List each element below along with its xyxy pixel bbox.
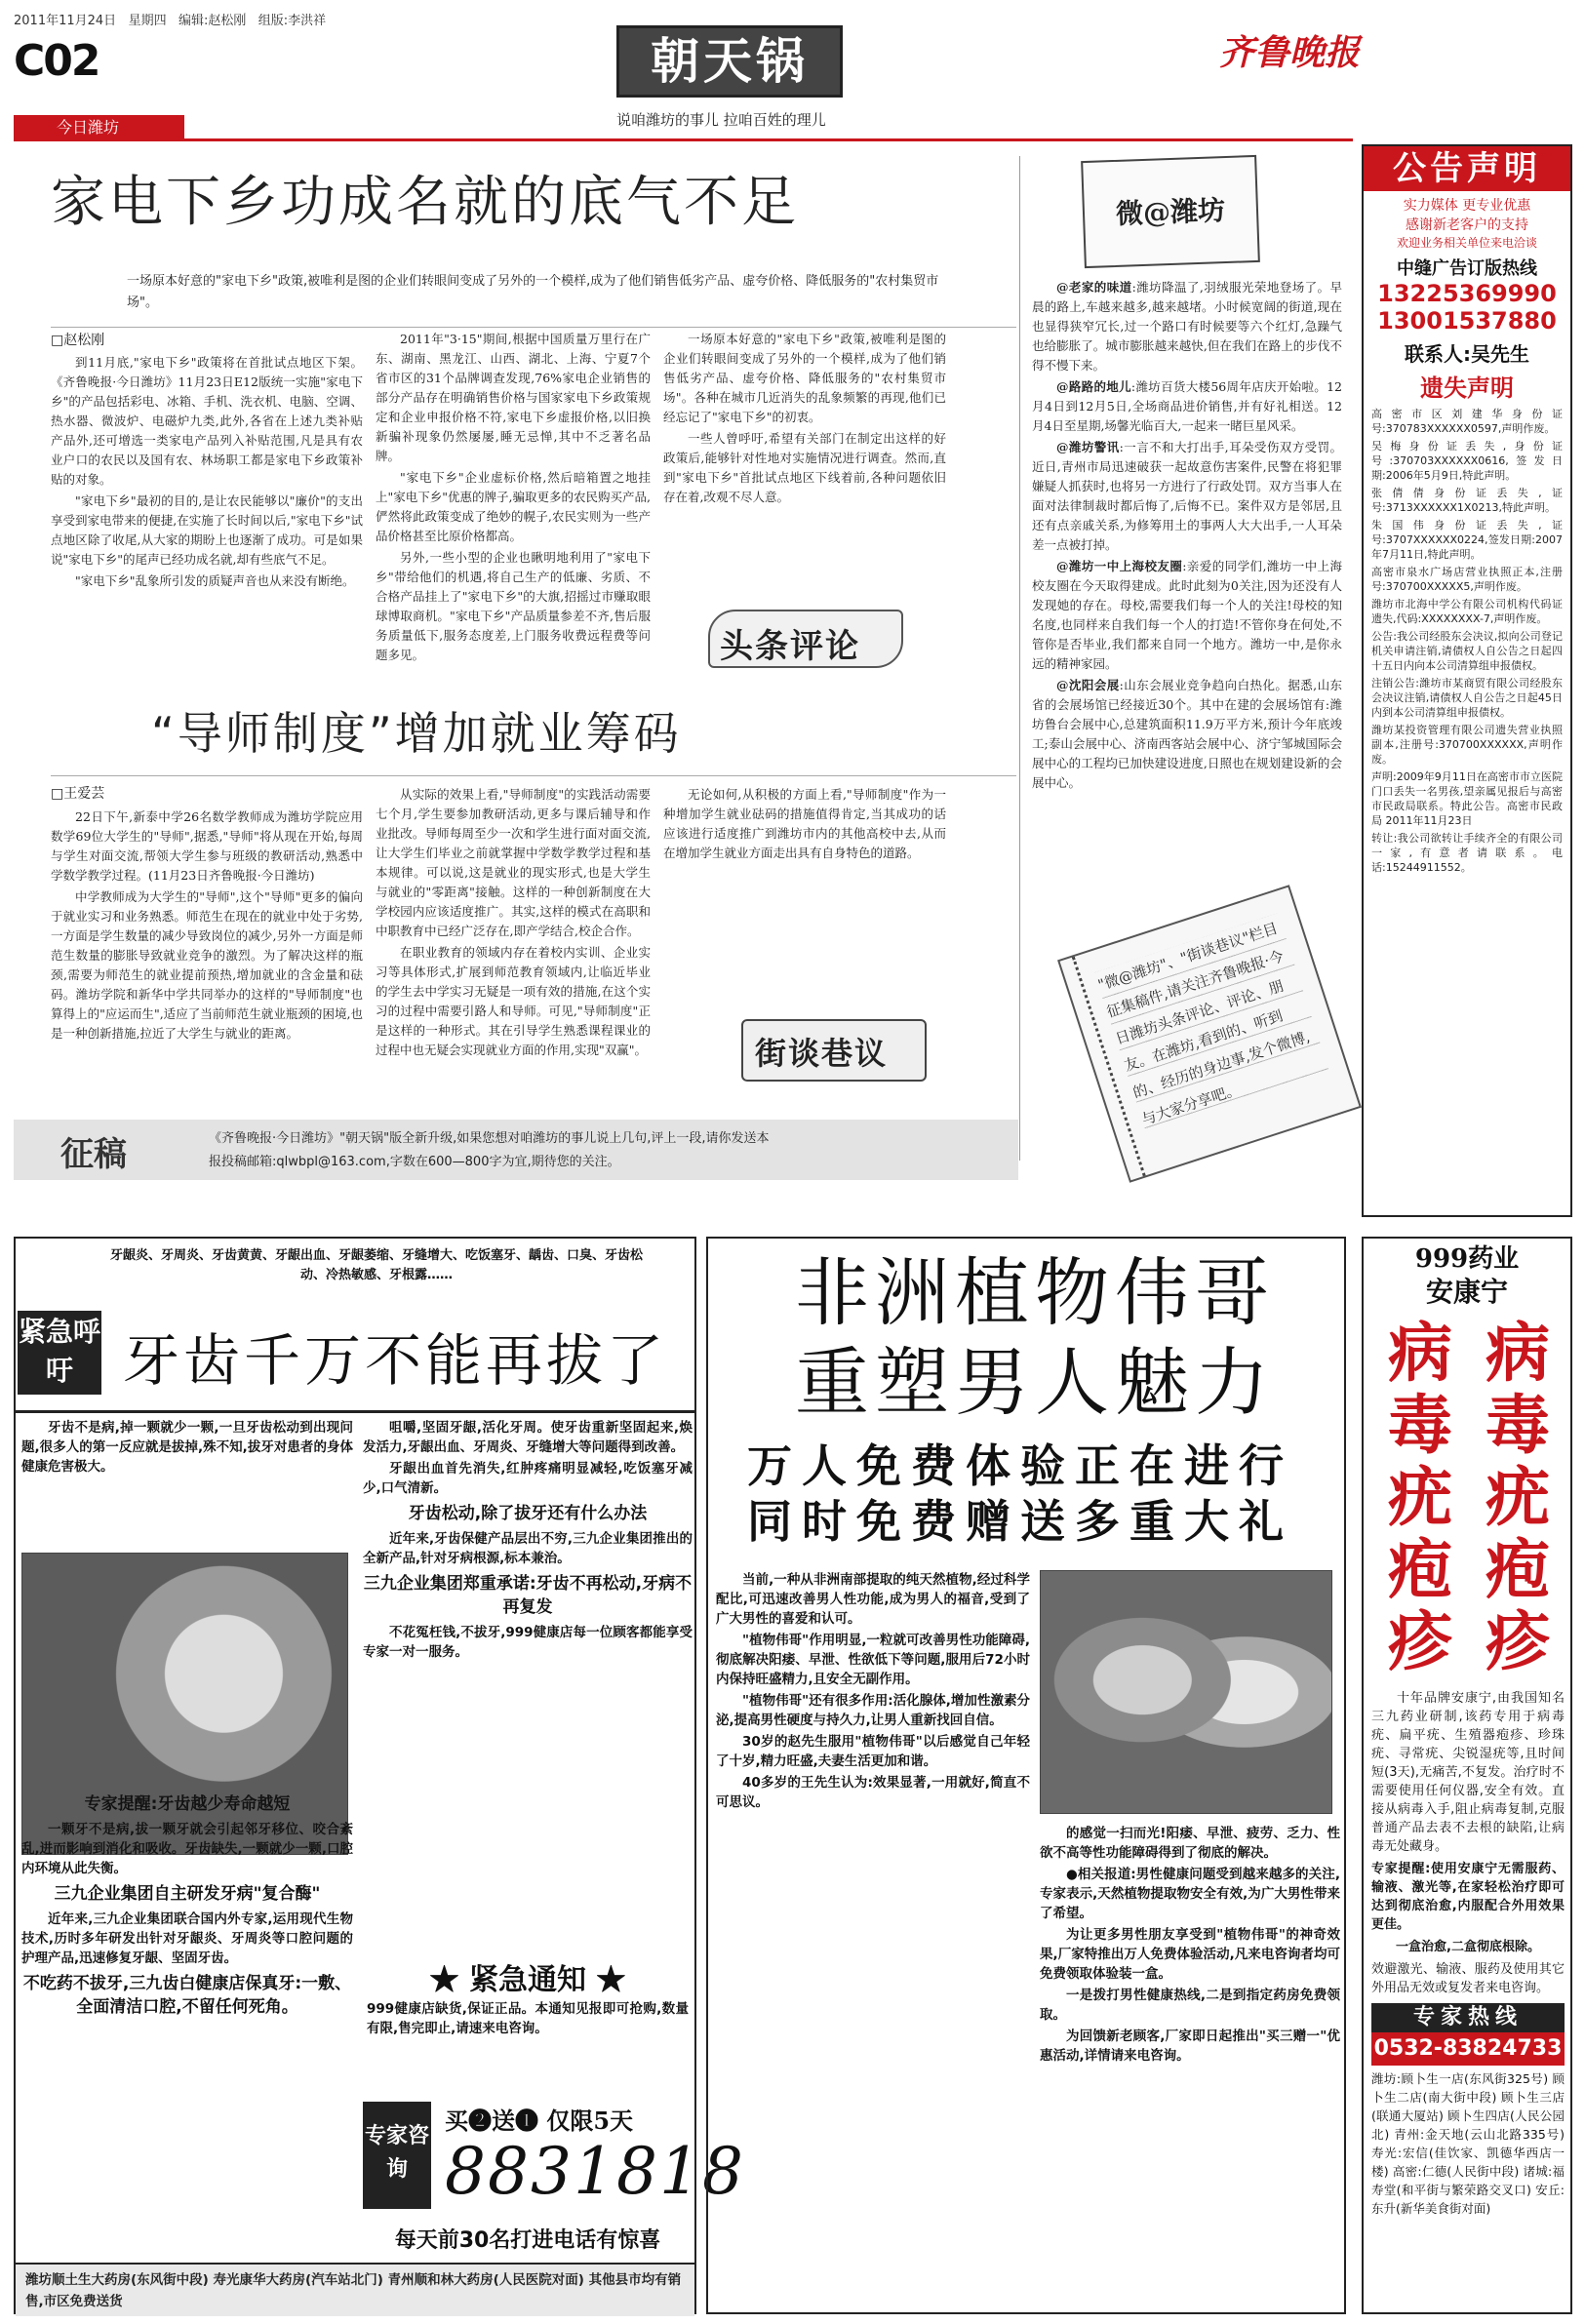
ad-teeth-rule <box>16 1410 694 1413</box>
column-divider <box>1019 156 1020 1161</box>
article1-col1 <box>51 353 363 670</box>
article2-col3 <box>663 785 946 1029</box>
editor: 编辑:赵松刚 <box>178 14 247 28</box>
ad-plant-title1: 非洲植物伟哥 <box>795 1249 1275 1336</box>
ad-plant-sub1: 万人免费体验正在进行 <box>747 1439 1293 1492</box>
weibo-author: @潍坊一中上海校友圈 <box>1056 559 1183 573</box>
notice-phone2[interactable]: 13001537880 <box>1377 307 1557 335</box>
weekday: 星期四 <box>128 14 167 28</box>
big-char: 病 <box>1486 1315 1550 1391</box>
ad-999-extra: 效避激光、输液、服药及使用其它外用品无效或复发者来电咨询。 <box>1371 1962 1565 1995</box>
big-char: 疣 <box>1486 1459 1550 1535</box>
ad-999-product: 安康宁 <box>1425 1276 1508 1308</box>
weibo-post: @潍坊警讯:一言不和大打出手,耳朵受伤双方受罚。近日,青州市局迅速破获一起故意伤害案件,民警在将犯罪嫌疑人抓获时,也将另一方进行了行政处罚。双方当事人在面对法律制裁时都后悔了,后悔不已。案件双方是邻居,且还有点亲戚关系,为修筹用土的事两人大大出手,一人耳朵差一点被打掉。 <box>1032 440 1342 552</box>
big-char: 毒 <box>1388 1387 1452 1463</box>
ad-teeth-title: 牙齿千万不能再拔了 <box>123 1327 668 1394</box>
big-char-column <box>1388 1317 1452 1677</box>
notice-item: 注销公告:潍坊市某商贸有限公司经股东会决议注销,请债权人自公告之日起45日内到本公司清算组申报债权。 <box>1371 677 1563 719</box>
article1-para: 到11月底,"家电下乡"政策将在首批试点地区下架。《齐鲁晚报·今日潍坊》11月23日E12版统一实施"家电下乡"的产品包括彩电、冰箱、手机、洗衣机、电脑、空调、热水器、微波炉、电磁炉九类,此外,各省在上述九类补贴产品外,还可增选一类家电产品列入补贴范围,凡是具有农业户口的农民以及国有农、林场职工都是家电下乡政策补贴的对象。 <box>51 355 363 487</box>
notice-contact: 联系人:吴先生 <box>1405 342 1529 366</box>
ad-teeth-text: 近年来,牙齿保健产品层出不穷,三九企业集团推出的全新产品,针对牙病根源,标本兼治。 <box>363 1531 693 1566</box>
article1-lead: 一场原本好意的"家电下乡"政策,被唯利是图的企业们转眼间变成了另外的一个模样,成为了他们销售低劣产品、虚夸价格、降低服务的"农村集贸市场"。 <box>127 274 939 310</box>
paper-logo: 齐鲁晚报 <box>1219 32 1361 73</box>
ad-teeth-text: 牙齿不是病,掉一颗就少一颗,一旦牙齿松动到出现问题,很多人的第一反应就是拔掉,殊不知,拔牙对患者的身体健康危害极大。 <box>21 1420 353 1475</box>
article2-para: 从实际的效果上看,"导师制度"的实践活动需要七个月,学生要参加教研活动,更多与课后辅导和作业批改。导师每周至少一次和学生进行面对面交流,让大学生们毕业之前就掌握中学数学教学过程和基本规律。可以说,这是就业的现实形式,也是大学生与就业的"零距离"接触。这样的一种创新制度在大学校园内应该适度推广。其实,这样的模式在高职和中职教育中已经广泛存在,即产学结合,校企合作。 <box>376 787 651 938</box>
article1-para: 一场原本好意的"家电下乡"政策,被唯利是图的企业们转眼间变成了另外的一个模样,成为了他们销售低劣产品、虚夸价格、降低服务的"农村集贸市场"。各种在城市几近消失的乱象频繁的再现,他们已经忘记了"家电下乡"的初衷。 <box>663 332 946 424</box>
ad-teeth-phone[interactable]: 8831818 <box>445 2134 745 2209</box>
ad-plant-sub2: 同时免费赠送多重大礼 <box>747 1495 1293 1548</box>
notice-item: 潍坊市北海中学公有限公司机构代码证遗失,代码:XXXXXXXX-7,声明作废。 <box>1371 598 1563 625</box>
column-title: 朝天锅 <box>651 32 809 90</box>
couple-photo <box>1040 1570 1332 1814</box>
page-number: C02 <box>14 36 99 86</box>
lead-rule <box>51 327 1016 328</box>
notice-line3: 欢迎业务相关单位来电洽谈 <box>1396 236 1537 250</box>
ad-plant-text: 一是拨打男性健康热线,二是到指定药房免费领取。 <box>1040 1988 1340 2023</box>
big-char: 疹 <box>1486 1603 1550 1679</box>
call-for-papers <box>14 1120 1018 1180</box>
weibo-author: @沈阳会展 <box>1056 678 1120 692</box>
article1-para: "家电下乡"企业虚标价格,然后暗箱置之地挂上"家电下乡"优惠的牌子,骗取更多的农民购买产品,俨然将此政策变成了绝妙的幌子,农民实则为一些产品价格甚至比原价格都高。 <box>376 470 651 543</box>
ad-plant-title2: 重塑男人魅力 <box>795 1339 1275 1426</box>
column-slogan: 说咱潍坊的事儿 拉咱百姓的理儿 <box>616 111 826 129</box>
ad-teeth-text: 咀嚼,坚固牙龈,活化牙周。使牙齿重新坚固起来,焕发活力,牙龈出血、牙周炎、牙缝增大等问题得到改善。 <box>363 1420 693 1455</box>
article2-title: “导师制度”增加就业筹码 <box>151 707 682 760</box>
weibo-post: @路路的地儿:潍坊百货大楼56周年店庆开始啦。12月4日到12月5日,全场商品进价销售,并有好礼相送。12月4日至星期,场馨光临百大,一起来一睹巨星风采。 <box>1032 379 1342 433</box>
ad-999-brand: 999药业 <box>1414 1244 1520 1274</box>
ad-plant-text: 30岁的赵先生服用"植物伟哥"以后感觉自己年轻了十岁,精力旺盛,夫妻生活更加和谐。 <box>716 1734 1030 1769</box>
ad-999-expert: 专家提醒:使用安康宁无需服药、输液、激光等,在家轻松治疗即可达到彻底治愈,内服配合外用效果更佳。 <box>1371 1862 1565 1932</box>
buy-offer: 买❷送❶ 仅限5天 <box>445 2107 634 2135</box>
notice-title: 公告声明 <box>1364 146 1570 191</box>
column-masthead <box>616 25 843 98</box>
big-char: 疹 <box>1388 1603 1452 1679</box>
urgent-badge <box>18 1311 101 1395</box>
ad-999-hotline[interactable]: 0532-83824733 <box>1371 2032 1565 2066</box>
notice-item: 转让:我公司欲转让手续齐全的有限公司一家,有意者请联系。电话:15244911552。 <box>1371 832 1563 874</box>
ad-teeth-shops: 潍坊顺土生大药房(东风街中段) 寿光康华大药房(汽车站北门) 青州顺和林大药房(人民医院对面) 其他县市均有销售,市区免费送货 <box>16 2263 694 2316</box>
notice-column <box>1362 144 1572 1217</box>
consult-label: 专家咨询 <box>364 2123 429 2182</box>
ad-teeth-text: 牙龈出血首先消失,红肿疼痛明显减轻,吃饭塞牙减少,口气清新。 <box>363 1461 693 1496</box>
ad-999-big-chars <box>1371 1317 1566 1677</box>
ad-teeth-text: 近年来,三九企业集团联合国内外专家,运用现代生物技术,历时多年研发出针对牙龈炎、牙周炎等口腔问题的护理产品,迅速修复牙龈、坚固牙齿。 <box>21 1911 353 1966</box>
weibo-text: 一言不和大打出手,耳朵受伤双方受罚。近日,青州市局迅速破获一起故意伤害案件,民警在将犯罪嫌疑人抓获时,也将另一方进行了行政处罚。双方当事人在面对法律制裁时都后悔了,后悔不已。案件双方是邻居,且还有点亲戚关系,为修筹用土的事两人大大出手,一人耳朵差一点被打掉。 <box>1032 440 1342 552</box>
notice-item: 潍坊某投资管理有限公司遗失营业执照副本,注册号:370700XXXXXX,声明作废。 <box>1371 724 1563 766</box>
notice-item: 吴梅身份证丢失,身份证号:370703XXXXXX0616,签发日期:2006年5月9日,特此声明。 <box>1371 440 1563 482</box>
article1-para: "家电下乡"最初的目的,是让农民能够以"廉价"的支出享受到家电带来的便捷,在实施了长时间以后,"家电下乡"试点地区除了收尾,从大家的期盼上也逐渐了成功。可是如果说"家电下乡"的尾声已经功成名就,却有些底气不足。 <box>51 493 363 567</box>
notice-line2: 感谢新老客户的支持 <box>1406 217 1528 233</box>
notice-item: 朱国伟身份证丢失,证号:3707XXXXXX0224,签发日期:2007年7月11日,特此声明。 <box>1371 519 1563 561</box>
ad-teeth-text: 不花冤枉钱,不拔牙,999健康店每一位顾客都能享受专家一对一服务。 <box>363 1625 693 1660</box>
ad-plant-col1 <box>716 1570 1030 2306</box>
ad-plant-text: 40多岁的王先生认为:效果显著,一用就好,简直不可思议。 <box>716 1775 1030 1810</box>
weibo-author: @路路的地儿 <box>1056 379 1131 394</box>
call-for-papers-line2: 报投稿邮箱:qlwbpl@163.com,字数在600—800字为宜,期待您的关注。 <box>209 1155 620 1169</box>
weibo-logo-box <box>1081 155 1260 268</box>
article2-para: 无论如何,从积极的方面上看,"导师制度"作为一种增加学生就业砝码的措施值得肯定,当其成功的话应该进行适度推广到潍坊市内的其他高校中去,从而在增加学生就业方面走出具有自身特色的道路。 <box>663 787 946 860</box>
urgent-notice-text: 999健康店缺货,保证正品。本通知见报即可抢购,数量有限,售完即止,请速来电咨询。 <box>367 2001 689 2036</box>
article2-para: 中学教师成为大学生的"导师",这个"导师"更多的偏向于就业实习和业务熟悉。师范生在现在的就业中处于劣势,一方面是学生数量的减少导致岗位的减少,另外一方面是师范生数量的膨胀导致就业竞争的激烈。为了解决这样的瓶颈,需要为师范生的就业提前预热,增加就业的含金量和砝码。潍坊学院和新华中学共同举办的这样的"导师制度"也算得上的"应运而生",适应了当前师范生就业瓶颈的困境,也是一种创新措施,拉近了大学生与就业的距离。 <box>51 889 363 1041</box>
big-char: 毒 <box>1486 1387 1550 1463</box>
notebook-text: "微@潍坊"、"街谈巷议"栏目征集稿件,请关注齐鲁晚报·今日潍坊头条评论、评论、朋友。在潍坊,看到的、听到的、经历的身边事,发个微博,与大家分享吧。 <box>1094 913 1330 1134</box>
article2-byline: □王爱芸 <box>51 786 105 802</box>
article1-para: 另外,一些小型的企业也瞅明地利用了"家电下乡"带给他们的机遇,将自己生产的低廉、劣质、不合格产品挂上了"家电下乡"的大旗,招摇过市赚取眼球博取商机。"家电下乡"产品质量参差不齐,售后服务质量低下,服务态度差,上门服务收费远程费等问题多见。 <box>376 550 651 662</box>
notice-phone1[interactable]: 13225369990 <box>1377 280 1557 307</box>
weibo-text: 亲爱的同学们,潍坊一中上海校友圈在今天取得建成。此时此刻为0关注,因为还没有人发现她的存在。母校,需要我们每一个人的关注!母校的知名度,也同样来自我们每一个人的打造!不管你身在何处,不管你是否毕业,我们都来自同一个地方。潍坊一中,是你永远的精神家园。 <box>1032 559 1342 671</box>
article1-col2 <box>376 330 651 671</box>
section-rule <box>14 138 1353 141</box>
ad-999 <box>1362 1237 1572 2314</box>
ad-teeth-col1 <box>21 1418 353 2301</box>
ad-plant-text: ●相关报道:男性健康问题受到越来越多的关注,专家表示,天然植物提取物安全有效,为广大男性带来了希望。 <box>1040 1867 1340 1921</box>
ad-teeth-top: 牙龈炎、牙周炎、牙齿黄黄、牙龈出血、牙龈萎缩、牙缝增大、吃饭塞牙、龋齿、口臭、牙齿松动、冷热敏感、牙根露…… <box>109 1248 643 1282</box>
weibo-author: @老家的味道 <box>1056 280 1132 295</box>
call-for-papers-title: 征稿 <box>60 1135 127 1174</box>
ad-teeth-expert: 专家提醒:牙齿越少寿命越短 <box>84 1794 291 1814</box>
street-talk-tag <box>741 1019 936 1097</box>
article2-col2 <box>376 785 651 1112</box>
issue-date: 2011年11月24日 <box>14 14 117 28</box>
big-char: 疱 <box>1388 1531 1452 1607</box>
big-char-column <box>1486 1317 1550 1677</box>
ad-plant-text: "植物伟哥"作用明显,一粒就可改善男性功能障碍,彻底解决阳痿、早泄、性欲低下等问题,服用后72小时内保持旺盛精力,且安全无副作用。 <box>716 1633 1030 1687</box>
big-char: 病 <box>1388 1315 1452 1391</box>
ad-plant-text: 当前,一种从非洲南部提取的纯天然植物,经过科学配比,可迅速改善男人性功能,成为男人的福音,受到了广大男性的喜爱和认可。 <box>716 1572 1030 1627</box>
weibo-logo: 微@潍坊 <box>1115 194 1226 230</box>
daily-prize: 每天前30名打进电话有惊喜 <box>394 2228 661 2253</box>
notice-item: 声明:2009年9月11日在高密市市立医院门口丢失一名男孩,望亲属见报后与高密市民政局联系。特此公告。高密市民政局 2011年11月23日 <box>1371 770 1563 827</box>
ad-plant-text: 为让更多男性朋友享受到"植物伟哥"的神奇效果,厂家特推出万人免费体验活动,凡来电咨询者均可免费领取体验装一盒。 <box>1040 1927 1340 1982</box>
section-label: 今日潍坊 <box>57 118 120 137</box>
expert-consult-badge <box>363 2102 431 2209</box>
review-tag-label: 头条评论 <box>720 627 860 666</box>
notice-item: 张倩倩身份证丢失,证号:3713XXXXXX1X0213,特此声明。 <box>1371 487 1563 514</box>
article2-para: 22日下午,新泰中学26名数学教师成为潍坊学院应用数学69位大学生的"导师",据悉,"导师"将从现在开始,每周与学生对面交流,帮领大学生参与班级的教研活动,熟悉中学数学教学过程。(11月23日齐鲁晚报·今日潍坊) <box>51 809 363 883</box>
lost-notice-title: 遗失声明 <box>1420 374 1514 402</box>
call-for-papers-line1: 《齐鲁晚报·今日潍坊》"朝天锅"版全新升级,如果您想对咱潍坊的事儿说上几句,评上一段,请你发送本 <box>209 1131 770 1146</box>
ad-teeth-subhead: 三九企业集团郑重承诺:牙齿不再松动,牙病不再复发 <box>363 1574 693 1617</box>
article2-col1 <box>51 807 363 1112</box>
ad-999-body: 十年品牌安康宁,由我国知名三九药业研制,该药专用于病毒疣、扁平疣、生殖器疱疹、珍珠疣、寻常疣、尖锐湿疣等,且时间短(3天),无痛苦,不复发。治疗时不需要使用任何仪器,安全有效。直接从病毒入手,阻止病毒复制,克服普通产品去表不去根的缺陷,让病毒无处藏身。 <box>1371 1691 1565 1854</box>
ad-teeth-subhead: 牙齿松动,除了拔牙还有什么办法 <box>408 1504 648 1523</box>
ad-teeth-subhead: 不吃药不拔牙,三九齿白健康店保真牙:一敷、全面清洁口腔,不留任何死角。 <box>22 1974 352 2017</box>
ad-plant <box>706 1237 1346 2314</box>
weibo-text: 山东会展业竞争趋向白热化。据悉,山东省的会展场馆已经接近30个。其中在建的会展场馆有:潍坊鲁台会展中心,总建筑面积11.9万平方米,预计今年底竣工;泰山会展中心、济南西客站会展中心、济宁邹城国际会展中心的工程均已加快建设进度,日照也在规划建设新的会展中心。 <box>1032 678 1342 790</box>
ad-999-tagline: 一盒治愈,二盒彻底根除。 <box>1396 1940 1540 1954</box>
ad-plant-text: "植物伟哥"还有很多作用:活化腺体,增加性激素分泌,提高男性硬度与持久力,让男人重新找回自信。 <box>716 1693 1030 1728</box>
weibo-text: 潍坊百货大楼56周年店庆开始啦。12月4日到12月5日,全场商品进价销售,并有好礼相送。12月4日至星期,场馨光临百大,一起来一睹巨星风采。 <box>1032 379 1342 433</box>
urgent-label: 紧急呼吁 <box>18 1316 100 1387</box>
weibo-post: @潍坊一中上海校友圈:亲爱的同学们,潍坊一中上海校友圈在今天取得建成。此时此刻为0关注,因为还没有人发现她的存在。母校,需要我们每一个人的关注!母校的知名度,也同样来自我们每一个人的打造!不管你身在何处,不管你是否毕业,我们都来自同一个地方。潍坊一中,是你永远的精神家园。 <box>1032 559 1342 671</box>
header-meta <box>14 10 599 29</box>
ad-teeth-text: 一颗牙不是病,拔一颗牙就会引起邻牙移位、咬合紊乱,进而影响到消化和吸收。牙齿缺失,一颗就少一颗,口腔内环境从此失衡。 <box>21 1822 353 1876</box>
photo-spacer <box>21 1478 353 1789</box>
ad-plant-text: 的感觉一扫而光!阳痿、早泄、疲劳、乏力、性欲不高等性功能障碍得到了彻底的解决。 <box>1040 1826 1340 1861</box>
article2-para: 在职业教育的领域内存在着校内实训、企业实习等具体形式,扩展到师范教育领域内,让临近毕业的学生去中学实习无疑是一项有效的措施,在这个实习的过程中需要引路人和导师。可见,"导师制度"正是这样的一种形式。其在引导学生熟悉课程课业的过程中也无疑会实现就业方面的作用,实现"双赢"。 <box>376 945 651 1057</box>
article1-para: 一些人曾呼吁,希望有关部门在制定出这样的好政策后,能够针对性地对实施情况进行调查。然而,直到"家电下乡"首批试点地区下线着前,各种问题依旧存在着,改观不尽人意。 <box>663 431 946 504</box>
ad-999-hotline-label: 专家热线 <box>1371 2003 1565 2032</box>
article1-col3 <box>663 330 946 593</box>
notebook-graphic <box>1057 885 1362 1183</box>
weibo-post: @沈阳会展:山东会展业竞争趋向白热化。据悉,山东省的会展场馆已经接近30个。其中在建的会展场馆有:潍坊鲁台会展中心,总建筑面积11.9万平方米,预计今年底竣工;泰山会展中心、济南西客站会展中心、济宁邹城国际会展中心的工程均已加快建设进度,日照也在规划建设新的会展中心。 <box>1032 678 1342 790</box>
headline-review-tag <box>700 610 915 678</box>
weibo-author: @潍坊警讯 <box>1056 440 1120 454</box>
notice-items <box>1364 407 1570 875</box>
ad-plant-col2 <box>1040 1824 1340 2306</box>
article1-para: 2011年"3·15"期间,根据中国质量万里行在广东、湖南、黑龙江、山西、湖北、上海、宁夏7个省市区的31个品牌调查发现,76%家电企业销售的部分产品存在明确销售价格与国家家电下乡政策规定和企业申报价格不符,家电下乡虚报价格,以旧换新骗补现象仍然屡屡,睡无忌惮,其中不乏著名品牌。 <box>376 332 651 463</box>
ad-plant-text: 为回馈新老顾客,厂家即日起推出"买三赠一"优惠活动,详情请来电咨询。 <box>1040 2029 1340 2064</box>
notice-item: 高密市泉水广场店营业执照正本,注册号:370700XXXXX5,声明作废。 <box>1371 566 1563 593</box>
big-char: 疱 <box>1486 1531 1550 1607</box>
weibo-post: @老家的味道:潍坊降温了,羽绒服光荣地登场了。早晨的路上,车越来越多,越来越堵。小时候宽阔的街道,现在也显得狭窄冗长,过一个路口有时候要等六个红灯,急躁气也给膨胀了。城市膨胀越来越快,但在我们在路上的步伐不得不慢下来。 <box>1032 280 1342 373</box>
notice-item: 高密市区刘建华身份证号:370783XXXXXX0597,声明作废。 <box>1371 408 1563 435</box>
article1-para: "家电下乡"乱象所引发的质疑声音也从来没有断绝。 <box>75 573 355 588</box>
notice-item: 公告:我公司经股东会决议,拟向公司登记机关申请注销,请债权人自公告之日起四十五日内向本公司清算组申报债权。 <box>1371 630 1563 672</box>
big-char: 疣 <box>1388 1459 1452 1535</box>
ad-teeth-subhead: 三九企业集团自主研发牙病"复合酶" <box>54 1884 321 1904</box>
weibo-text: 潍坊降温了,羽绒服光荣地登场了。早晨的路上,车越来越多,越来越堵。小时候宽阔的街道,现在也显得狭窄冗长,过一个路口有时候要等六个红灯,急躁气也给膨胀了。城市膨胀越来越快,但在我们在路上的步伐不得不慢下来。 <box>1032 280 1342 373</box>
ad-teeth-col2 <box>363 1418 693 1950</box>
article1-byline: □赵松刚 <box>51 333 105 348</box>
notice-hotline: 中缝广告订版热线 <box>1397 258 1537 279</box>
ad-teeth <box>14 1237 745 2314</box>
title-rule <box>51 775 1016 776</box>
urgent-notice-title: ★ 紧急通知 ★ <box>429 1963 626 1997</box>
ad-999-stores: 潍坊:顾卜生一店(东风街325号) 顾卜生二店(南大街中段) 顾卜生三店(联通大厦站) 顾卜生四店(人民公园北) 青州:金天地(云山北路335号) 寿光:宏信(佳饮家、凯德华西店一楼) 高密:仁德(人民街中段) 诸城:福寿堂(和平街与繁荣路交叉口) 安丘:东升(新华美食街对面) <box>1371 2071 1565 2216</box>
weibo-list <box>1032 278 1342 917</box>
street-tag-label: 街谈巷议 <box>755 1035 889 1072</box>
layout-editor: 组版:李洪祥 <box>258 14 327 28</box>
article1-title: 家电下乡功成名就的底气不足 <box>51 171 799 234</box>
section-tag <box>14 115 184 140</box>
ad-999-text <box>1371 1689 1565 2304</box>
notice-line1: 实力媒体 更专业优惠 <box>1403 198 1531 214</box>
